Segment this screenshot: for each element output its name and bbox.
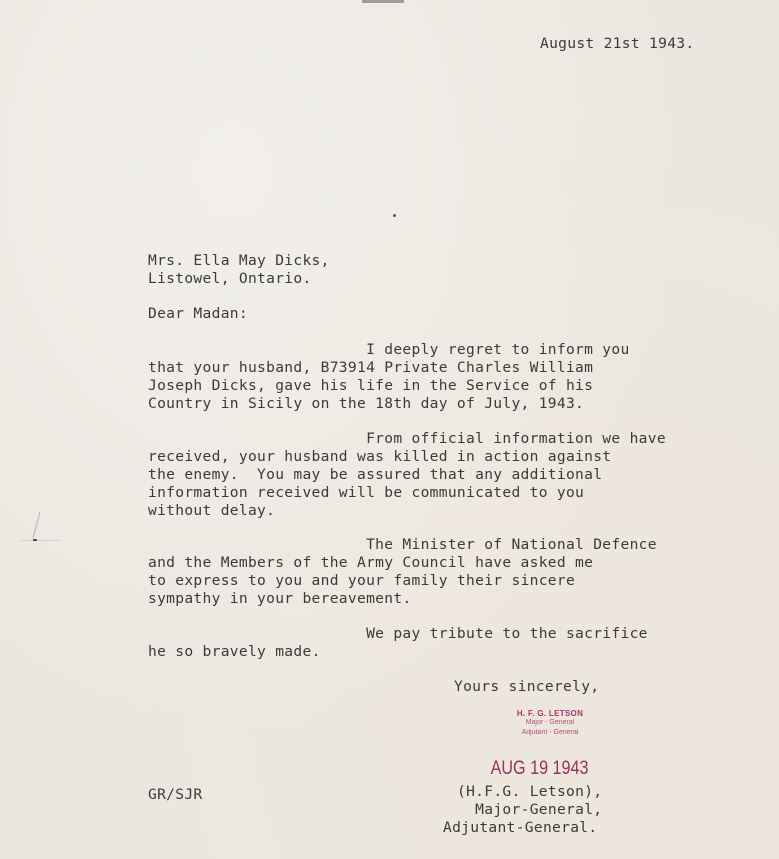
date-stamp: AUG 19 1943 — [490, 758, 589, 779]
paragraph-line: From official information we have — [148, 430, 666, 447]
paper-scratch — [20, 540, 60, 541]
paragraph-line: Country in Sicily on the 18th day of July, 1943. — [148, 395, 585, 412]
signatory-name: (H.F.G. Letson), — [457, 783, 603, 800]
paragraph-line: information received will be communicated to you — [148, 484, 585, 501]
paragraph-line: received, your husband was killed in action against — [148, 448, 612, 465]
paragraph-line: and the Members of the Army Council have asked me — [148, 554, 594, 571]
stamp-name: H. F. G. LETSON — [516, 709, 584, 718]
top-edge-mark — [362, 0, 404, 3]
paragraph-line: sympathy in your bereavement. — [148, 590, 412, 607]
paragraph-line: without delay. — [148, 502, 276, 519]
paper-speck — [393, 214, 396, 217]
reference-initials: GR/SJR — [148, 786, 203, 803]
paragraph-line: I deeply regret to inform you — [148, 341, 630, 358]
paragraph-line: Joseph Dicks, gave his life in the Service of his — [148, 377, 594, 394]
paragraph-line: The Minister of National Defence — [148, 536, 657, 553]
paragraph-line: the enemy. You may be assured that any additional — [148, 466, 603, 483]
letter-date: August 21st 1943. — [540, 35, 695, 52]
paragraph-line: to express to you and your family their sincere — [148, 572, 576, 589]
paragraph-line: he so bravely made. — [148, 643, 321, 660]
paper-scratch — [32, 511, 40, 538]
stamp-rank: Major - General — [525, 719, 575, 726]
signatory-post: Adjutant-General. — [443, 819, 598, 836]
recipient-name: Mrs. Ella May Dicks, — [148, 252, 330, 269]
paragraph-line: We pay tribute to the sacrifice — [148, 625, 648, 642]
recipient-location: Listowel, Ontario. — [148, 270, 312, 287]
salutation: Dear Madan: — [148, 305, 248, 322]
closing: Yours sincerely, — [454, 678, 600, 695]
paragraph-line: that your husband, B73914 Private Charles William — [148, 359, 594, 376]
signatory-rank: Major-General, — [457, 801, 603, 818]
stamp-post: Adjutant - General — [521, 729, 579, 736]
